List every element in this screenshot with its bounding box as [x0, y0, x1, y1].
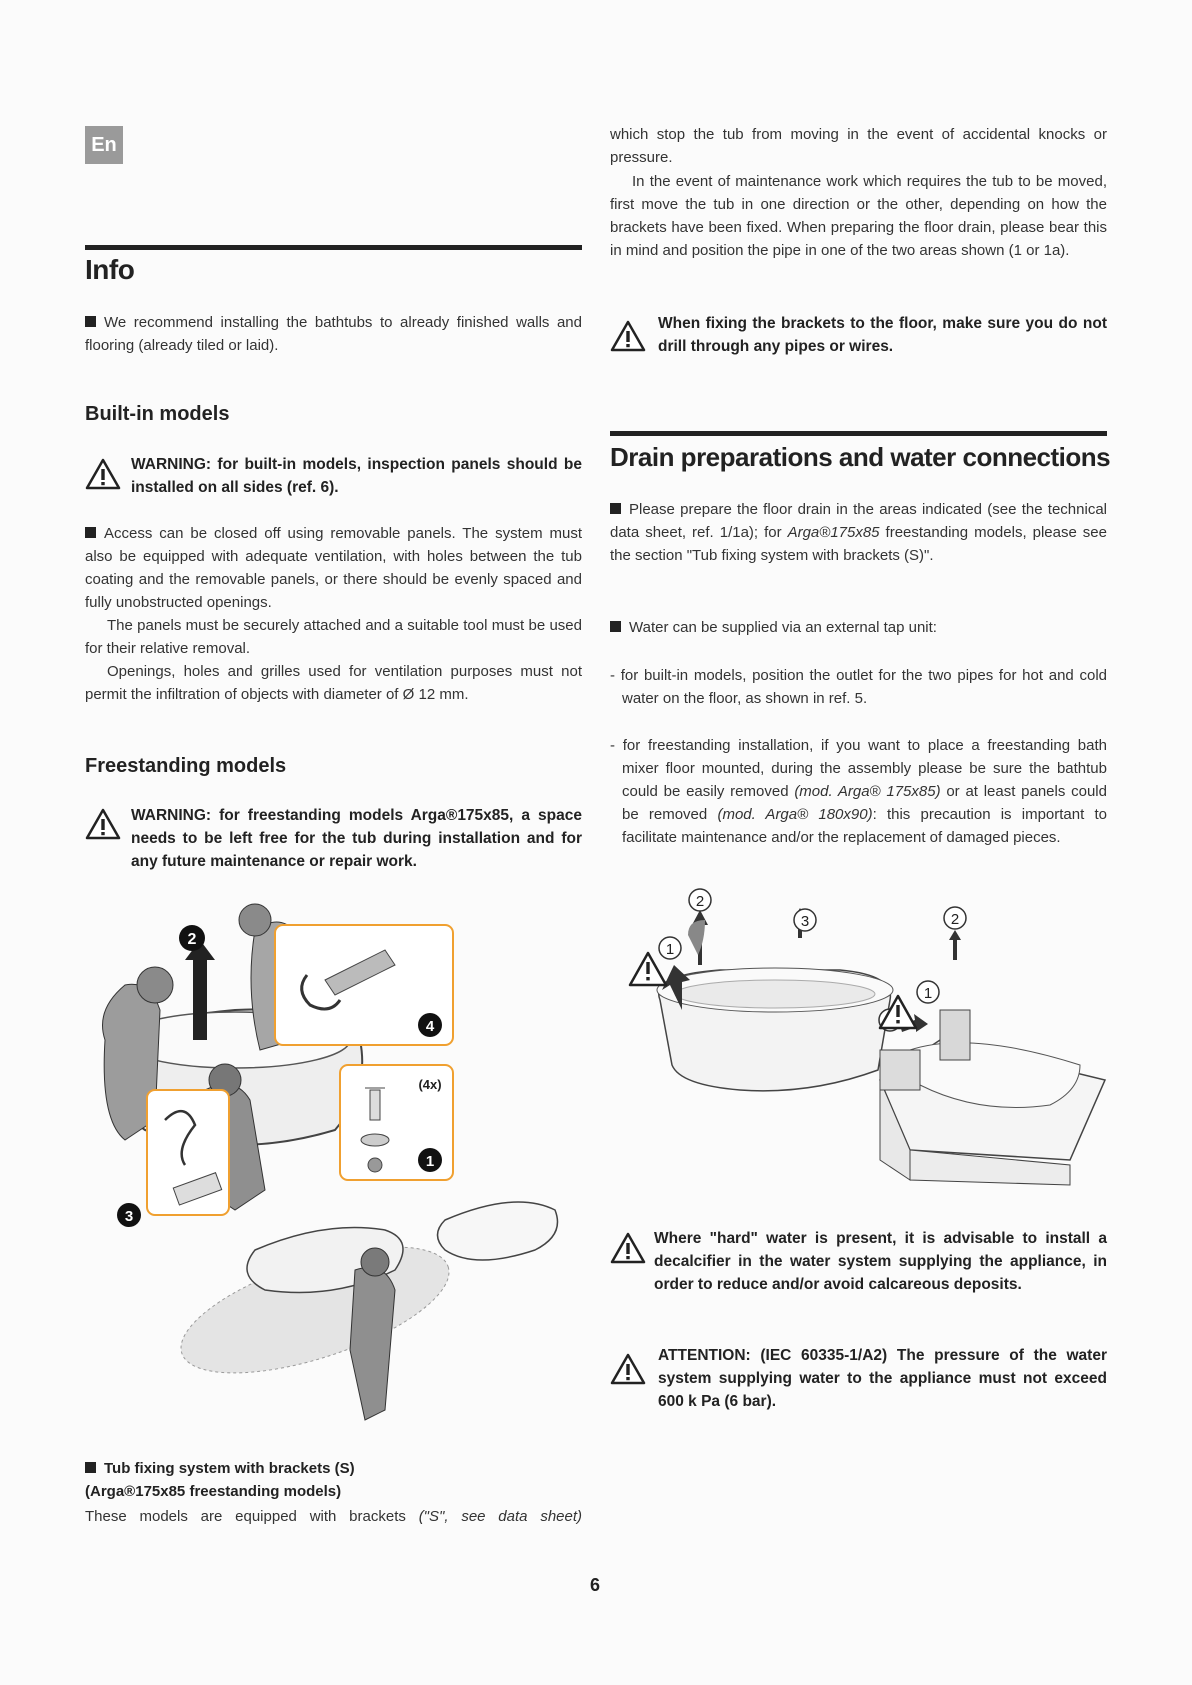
bullet-square-icon	[610, 621, 621, 632]
fixing-title: Tub fixing system with brackets (S) (Arga®175x85 freestanding models)	[85, 1460, 355, 1500]
info-title: Info	[85, 254, 135, 285]
figure-label: 4	[425, 1018, 435, 1035]
drain-dash-item-1: - for built-in models, position the outlet for the two pipes for hot and cold water on the floor, as shown in ref. 5.	[610, 667, 1107, 707]
figure-label: 1	[923, 985, 933, 1002]
drain-dash-item-2: - for freestanding installation, if you want to place a freestanding bath mixer floor mounted, during the assembly please be sure the bathtub could be easily removed (mod. Arga® 175x85) or at least panels could be removed (mod. Arga® 180x90): this precaution is important to facilitate maintenance and/or the replacement of damaged pieces.	[610, 737, 1107, 846]
warning-icon	[610, 1353, 646, 1385]
drain-illustration	[610, 880, 1107, 1195]
freestanding-tub-drawing	[630, 889, 893, 1091]
warning-icon	[85, 458, 121, 490]
bullet-square-icon	[610, 503, 621, 514]
figure-label: 1	[425, 1153, 435, 1170]
builtin-paragraph-3: Openings, holes and grilles used for ventilation purposes must not permit the infiltration of objects with diameter of Ø 12 mm.	[85, 663, 582, 703]
section-rule	[610, 431, 1107, 436]
fixing-paragraph-start: These models are equipped with brackets ("S", see data sheet)	[85, 1508, 583, 1525]
builtin-tub-drawing	[879, 907, 1105, 1185]
fixing-paragraph-continued: which stop the tub from moving in the event of accidental knocks or pressure.	[610, 126, 1107, 166]
warning-icon	[610, 320, 646, 352]
builtin-paragraph-2: The panels must be securely attached and a suitable tool must be used for their relative removal.	[85, 617, 582, 657]
page-number: 6	[590, 1575, 601, 1595]
installation-illustration	[85, 890, 585, 1430]
figure-label: (4x)	[418, 1077, 442, 1092]
bullet-square-icon	[85, 527, 96, 538]
drain-paragraph-1: Please prepare the floor drain in the areas indicated (see the technical data sheet, ref. 1/1a); for Arga®175x85 freestanding models, please see the section "Tub fixing system with brackets (S)".	[610, 501, 1107, 564]
figure-label: 2	[187, 931, 197, 948]
hard-water-warning: Where "hard" water is present, it is advisable to install a decalcifier in the water system supplying the appliance, in order to reduce and/or avoid calcareous deposits.	[654, 1230, 1107, 1293]
bullet-square-icon	[85, 316, 96, 327]
fixing-paragraph-2: In the event of maintenance work which requires the tub to be moved, first move the tub in one direction or the other, depending on how the brackets have been fixed. When preparing the floor drain, please bear this in mind and position the pipe in one of the two areas shown (1 or 1a).	[610, 173, 1107, 259]
pressure-attention: ATTENTION: (IEC 60335-1/A2) The pressure of the water system supplying water to the appliance must not exceed 600 k Pa (6 bar).	[658, 1347, 1107, 1410]
warning-icon	[85, 808, 121, 840]
builtin-warning: WARNING: for built-in models, inspection panels should be installed on all sides (ref. 6).	[131, 456, 582, 496]
fixing-warning: When fixing the brackets to the floor, make sure you do not drill through any pipes or wires.	[658, 315, 1107, 355]
figure-label: 3	[800, 913, 810, 930]
drain-paragraph-2: Water can be supplied via an external tap unit:	[610, 616, 1107, 639]
warning-icon	[610, 1232, 646, 1264]
freestanding-warning: WARNING: for freestanding models Arga®175x85, a space needs to be left free for the tub during installation and for any future maintenance or repair work.	[131, 807, 582, 870]
freestanding-title: Freestanding models	[85, 755, 287, 777]
section-rule	[85, 245, 582, 250]
builtin-paragraph-1: Access can be closed off using removable panels. The system must also be equipped with adequate ventilation, with holes between the tub coating and the removable panels, or there should be evenly spaced and fully unobstructed openings.	[85, 525, 582, 611]
figure-label: 3	[124, 1208, 134, 1225]
figure-label: 2	[695, 893, 705, 910]
builtin-title: Built-in models	[85, 403, 230, 425]
figure-label: 2	[950, 911, 960, 928]
language-badge: En	[85, 126, 123, 164]
info-paragraph: We recommend installing the bathtubs to already finished walls and flooring (already tiled or laid).	[85, 314, 582, 354]
figure-label: 1	[665, 941, 675, 958]
drain-title: Drain preparations and water connections	[610, 442, 1111, 472]
bullet-square-icon	[85, 1462, 96, 1473]
